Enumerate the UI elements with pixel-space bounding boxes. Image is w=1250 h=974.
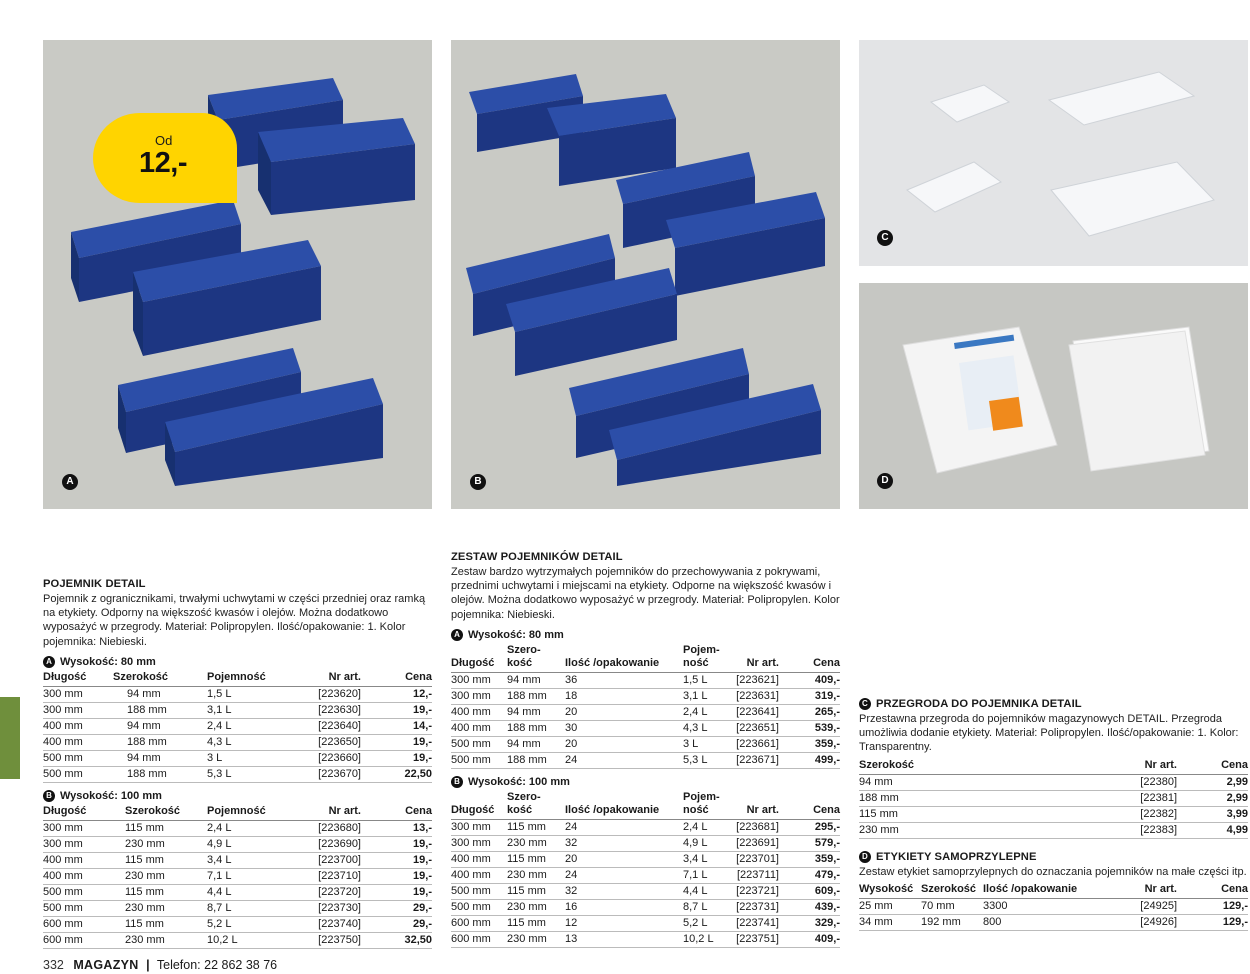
table-body	[43, 686, 432, 782]
table-cell: 19,-	[361, 750, 432, 766]
table-cell: 230 mm	[507, 867, 565, 883]
table-cell: 609,-	[779, 883, 840, 899]
table-row	[43, 734, 432, 750]
table-row	[451, 899, 840, 915]
table-cell: 3,1 L	[683, 688, 727, 704]
table-row	[43, 916, 432, 932]
table-cell: 115 mm	[125, 916, 207, 932]
table-cell: 94 mm	[507, 736, 565, 752]
table-cell: 5,3 L	[207, 766, 297, 782]
table-row	[451, 835, 840, 851]
section-a-title: POJEMNIK DETAIL	[43, 578, 146, 590]
table-cell: 24	[565, 752, 683, 768]
section-etykiety	[859, 850, 1248, 931]
section-zestaw-pojemnikow	[451, 550, 840, 948]
col-header: Cena	[361, 671, 432, 687]
table-cell: 192 mm	[921, 915, 983, 931]
table-row	[451, 931, 840, 947]
table-cell: [223640]	[297, 718, 361, 734]
table-cell: 4,99	[1177, 822, 1248, 838]
table-cell: 188 mm	[507, 720, 565, 736]
table-cell: 600 mm	[451, 915, 507, 931]
table-cell: [223721]	[727, 883, 779, 899]
table-body	[451, 819, 840, 947]
table-row	[43, 836, 432, 852]
table-cell: 499,-	[779, 752, 840, 768]
table-cell: 24	[565, 867, 683, 883]
table-row	[451, 704, 840, 720]
section-c-table	[859, 759, 1248, 839]
table-cell: 300 mm	[43, 820, 125, 836]
table-row	[859, 899, 1248, 915]
col-header: Długość	[43, 671, 113, 687]
table-cell: 24	[565, 819, 683, 835]
col-header: Szero- kość	[507, 791, 565, 820]
table-cell: 4,3 L	[207, 734, 297, 750]
table-cell: 18	[565, 688, 683, 704]
table-cell: 20	[565, 704, 683, 720]
table-cell: 300 mm	[43, 686, 113, 702]
marker-d: D	[877, 473, 893, 489]
table-row	[451, 672, 840, 688]
col-header: Ilość /opakowanie	[983, 883, 1117, 899]
table-cell: 230 mm	[507, 835, 565, 851]
table-cell: 500 mm	[43, 900, 125, 916]
table-cell: 4,4 L	[683, 883, 727, 899]
table-cell: 32	[565, 883, 683, 899]
footer-brand: MAGAZYN	[73, 958, 139, 972]
table-cell: 3 L	[207, 750, 297, 766]
table-cell: 2,4 L	[683, 704, 727, 720]
table-cell: 319,-	[779, 688, 840, 704]
table-cell: 20	[565, 736, 683, 752]
table-cell: [22381]	[1039, 790, 1177, 806]
table-cell: 409,-	[779, 672, 840, 688]
table-cell: 22,50	[361, 766, 432, 782]
table-cell: 230 mm	[125, 932, 207, 948]
table-cell: 230 mm	[859, 822, 1039, 838]
col-header: Pojem- ność	[683, 791, 727, 820]
col-header: Pojemność	[207, 671, 297, 687]
table-cell: [223751]	[727, 931, 779, 947]
product-photo-c	[859, 40, 1248, 266]
table-cell: 439,-	[779, 899, 840, 915]
table-cell: [223630]	[297, 702, 361, 718]
table-cell: 10,2 L	[683, 931, 727, 947]
table-body	[859, 899, 1248, 931]
table-row	[859, 822, 1248, 838]
section-c-description: Przestawna przegroda do pojemników magazynowych DETAIL. Przegroda umożliwia dodanie etykiety. Materiał: Polipropylen. Ilość/opakowanie: 1. Kolor: Transparentny.	[859, 713, 1239, 754]
table-cell: [223731]	[727, 899, 779, 915]
table-cell: 94 mm	[507, 704, 565, 720]
table-cell: 295,-	[779, 819, 840, 835]
labels-image	[859, 283, 1248, 509]
table-cell: 7,1 L	[683, 867, 727, 883]
table-cell: [22382]	[1039, 806, 1177, 822]
table-cell: 94 mm	[113, 750, 207, 766]
table-cell: [223621]	[727, 672, 779, 688]
table-cell: 36	[565, 672, 683, 688]
footer-phone: Telefon: 22 862 38 76	[156, 958, 278, 972]
table-cell: [223700]	[297, 852, 361, 868]
col-header: Nr art.	[727, 644, 779, 673]
table-cell: 500 mm	[451, 899, 507, 915]
table-row	[43, 702, 432, 718]
table-cell: [223741]	[727, 915, 779, 931]
table-cell: 94 mm	[113, 686, 207, 702]
blue-bins-image	[43, 40, 432, 509]
table-cell: 400 mm	[451, 851, 507, 867]
table-row	[451, 851, 840, 867]
col-header: Długość	[43, 805, 125, 821]
table-body	[43, 820, 432, 948]
badge-from: Od	[155, 133, 173, 148]
table-row	[859, 915, 1248, 931]
table-row	[43, 820, 432, 836]
table-cell: 2,4 L	[207, 820, 297, 836]
table-cell: 500 mm	[43, 766, 113, 782]
table-cell: 14,-	[361, 718, 432, 734]
marker-b-inline: B	[451, 776, 463, 788]
col-header: Nr art.	[1039, 759, 1177, 775]
col-header: Szerokość	[921, 883, 983, 899]
section-przegroda	[859, 697, 1248, 839]
table-cell: 539,-	[779, 720, 840, 736]
table-cell: 359,-	[779, 851, 840, 867]
section-b-title: ZESTAW POJEMNIKÓW DETAIL	[451, 551, 623, 563]
col-header: Szerokość	[859, 759, 1039, 775]
table-cell: 300 mm	[451, 672, 507, 688]
table-cell: 19,-	[361, 734, 432, 750]
table-cell: 230 mm	[125, 836, 207, 852]
table-row	[451, 915, 840, 931]
table-cell: 29,-	[361, 916, 432, 932]
table-cell: 359,-	[779, 736, 840, 752]
table-cell: [223690]	[297, 836, 361, 852]
page-footer	[43, 958, 277, 972]
section-pojemnik-detail	[43, 577, 432, 949]
table-row	[43, 868, 432, 884]
table-cell: 16	[565, 899, 683, 915]
table-cell: 34 mm	[859, 915, 921, 931]
table-cell: 115 mm	[507, 915, 565, 931]
table-cell: 129,-	[1177, 915, 1248, 931]
table-cell: 12,-	[361, 686, 432, 702]
table-cell: 300 mm	[451, 819, 507, 835]
table-row	[451, 752, 840, 768]
marker-d-inline: D	[859, 851, 871, 863]
table-cell: 2,99	[1177, 774, 1248, 790]
table-cell: 300 mm	[43, 836, 125, 852]
table-cell: 115 mm	[507, 883, 565, 899]
col-header: Szero- kość	[507, 644, 565, 673]
table-row	[859, 806, 1248, 822]
section-b-table1	[451, 644, 840, 769]
table-cell: 70 mm	[921, 899, 983, 915]
table-cell: [223681]	[727, 819, 779, 835]
table-cell: 115 mm	[125, 884, 207, 900]
table-cell: [24925]	[1117, 899, 1177, 915]
table-cell: [223730]	[297, 900, 361, 916]
table-row	[451, 883, 840, 899]
section-d-title: D ETYKIETY SAMOPRZYLEPNE	[859, 850, 1248, 864]
table-cell: 4,4 L	[207, 884, 297, 900]
table-cell: 20	[565, 851, 683, 867]
table-cell: 600 mm	[451, 931, 507, 947]
table-cell: 25 mm	[859, 899, 921, 915]
table-row	[451, 736, 840, 752]
table-cell: 8,7 L	[207, 900, 297, 916]
table-cell: 3300	[983, 899, 1117, 915]
table-cell: [223620]	[297, 686, 361, 702]
table-cell: 400 mm	[43, 718, 113, 734]
col-header: Długość	[451, 644, 507, 673]
table-row	[43, 750, 432, 766]
table-row	[43, 852, 432, 868]
table-cell: 115 mm	[507, 819, 565, 835]
table-cell: 230 mm	[507, 899, 565, 915]
table-cell: 500 mm	[43, 750, 113, 766]
table-cell: 115 mm	[507, 851, 565, 867]
col-header: Nr art.	[1117, 883, 1177, 899]
table-cell: [223711]	[727, 867, 779, 883]
table-cell: 1,5 L	[207, 686, 297, 702]
section-c-title: C PRZEGRODA DO POJEMNIKA DETAIL	[859, 697, 1248, 711]
table-cell: 188 mm	[507, 688, 565, 704]
table-cell: 400 mm	[43, 852, 125, 868]
table-row	[43, 900, 432, 916]
table-cell: 5,3 L	[683, 752, 727, 768]
table-cell: 32,50	[361, 932, 432, 948]
table-row	[451, 688, 840, 704]
table-row	[43, 766, 432, 782]
col-header: Ilość /opakowanie	[565, 791, 683, 820]
marker-c: C	[877, 230, 893, 246]
col-header: Cena	[1177, 883, 1248, 899]
table-row	[859, 774, 1248, 790]
section-d-description: Zestaw etykiet samoprzylepnych do oznaczania pojemników na małe części itp.	[859, 866, 1247, 878]
table-cell: [223691]	[727, 835, 779, 851]
table-cell: 3,99	[1177, 806, 1248, 822]
section-a-table2-heading: B Wysokość: 100 mm	[43, 789, 432, 803]
table-cell: 13	[565, 931, 683, 947]
col-header: Cena	[779, 791, 840, 820]
section-b-table2	[451, 791, 840, 948]
table-cell: 3,1 L	[207, 702, 297, 718]
table-cell: 230 mm	[507, 931, 565, 947]
table-cell: 500 mm	[451, 736, 507, 752]
col-header: Nr art.	[297, 671, 361, 687]
product-photo-b	[451, 40, 840, 509]
table-body	[859, 774, 1248, 838]
table-cell: 300 mm	[451, 835, 507, 851]
table-cell: 5,2 L	[207, 916, 297, 932]
col-header: Cena	[779, 644, 840, 673]
section-b-table1-heading: A Wysokość: 80 mm	[451, 628, 840, 642]
table-cell: 13,-	[361, 820, 432, 836]
table-cell: 188 mm	[507, 752, 565, 768]
dividers-image	[859, 40, 1248, 266]
table-cell: 115 mm	[125, 820, 207, 836]
table-row	[859, 790, 1248, 806]
table-cell: 5,2 L	[683, 915, 727, 931]
section-a-description: Pojemnik z ogranicznikami, trwałymi uchwytami w części przedniej oraz ramką na etykiety. Odporny na większość kwasów i olejów. Można dodatkowo wyposażyć w przegrody. Materiał: Polipropylen. Ilość/opakowanie: 1. Kolor pojemnika: Niebieski.	[43, 593, 426, 648]
marker-a: A	[62, 474, 78, 490]
table-cell: [223701]	[727, 851, 779, 867]
table-cell: 400 mm	[451, 867, 507, 883]
table-cell: 400 mm	[451, 720, 507, 736]
section-b-description: Zestaw bardzo wytrzymałych pojemników do przechowywania z pokrywami, przednimi uchwytami i miejscami na etykiety. Odporne na większość kwasów i olejów. Można dodatkowo wyposażyć w przegrody. Materiał: Polipropylen. Kolor pojemnika: Niebieski.	[451, 566, 840, 621]
table-cell: 329,-	[779, 915, 840, 931]
table-cell: 188 mm	[113, 734, 207, 750]
table-cell: [223720]	[297, 884, 361, 900]
table-cell: 94 mm	[859, 774, 1039, 790]
table-cell: 2,99	[1177, 790, 1248, 806]
table-cell: 30	[565, 720, 683, 736]
table-cell: 409,-	[779, 931, 840, 947]
table-cell: 4,9 L	[207, 836, 297, 852]
table-cell: 400 mm	[43, 734, 113, 750]
table-cell: 19,-	[361, 884, 432, 900]
table-cell: 7,1 L	[207, 868, 297, 884]
section-b-table2-heading: B Wysokość: 100 mm	[451, 775, 840, 789]
table-cell: 3 L	[683, 736, 727, 752]
table-cell: 230 mm	[125, 900, 207, 916]
table-cell: 3,4 L	[207, 852, 297, 868]
table-row	[451, 720, 840, 736]
table-row	[43, 932, 432, 948]
table-cell: 579,-	[779, 835, 840, 851]
table-cell: 94 mm	[113, 718, 207, 734]
table-cell: 2,4 L	[207, 718, 297, 734]
table-cell: 10,2 L	[207, 932, 297, 948]
col-header: Wysokość	[859, 883, 921, 899]
table-cell: 800	[983, 915, 1117, 931]
col-header: Cena	[1177, 759, 1248, 775]
table-row	[451, 867, 840, 883]
section-a-table1-heading: A Wysokość: 80 mm	[43, 655, 432, 669]
col-header: Pojem- ność	[683, 644, 727, 673]
table-cell: 19,-	[361, 868, 432, 884]
table-cell: 4,3 L	[683, 720, 727, 736]
table-cell: [223631]	[727, 688, 779, 704]
col-header: Nr art.	[727, 791, 779, 820]
table-cell: 188 mm	[859, 790, 1039, 806]
marker-b: B	[470, 474, 486, 490]
table-cell: 265,-	[779, 704, 840, 720]
table-cell: 300 mm	[43, 702, 113, 718]
table-body	[451, 672, 840, 768]
table-cell: [22380]	[1039, 774, 1177, 790]
table-cell: 188 mm	[113, 766, 207, 782]
table-cell: 29,-	[361, 900, 432, 916]
table-cell: [223660]	[297, 750, 361, 766]
table-cell: 400 mm	[43, 868, 125, 884]
table-cell: 500 mm	[43, 884, 125, 900]
table-cell: [223650]	[297, 734, 361, 750]
table-cell: 3,4 L	[683, 851, 727, 867]
table-cell: [223710]	[297, 868, 361, 884]
table-cell: 19,-	[361, 836, 432, 852]
table-cell: [223670]	[297, 766, 361, 782]
col-header: Ilość /opakowanie	[565, 644, 683, 673]
section-tab	[0, 697, 20, 779]
table-row	[43, 686, 432, 702]
table-cell: 8,7 L	[683, 899, 727, 915]
table-cell: [24926]	[1117, 915, 1177, 931]
badge-price: 12,-	[139, 147, 187, 179]
col-header: Szerokość	[125, 805, 207, 821]
table-cell: 500 mm	[451, 883, 507, 899]
product-photo-a	[43, 40, 432, 509]
marker-c-inline: C	[859, 698, 871, 710]
section-a-table1	[43, 671, 432, 783]
table-cell: 600 mm	[43, 916, 125, 932]
table-row	[451, 819, 840, 835]
footer-separator: |	[146, 958, 150, 972]
col-header: Szerokość	[113, 671, 207, 687]
section-d-table	[859, 883, 1248, 931]
table-cell: 400 mm	[451, 704, 507, 720]
table-cell: 600 mm	[43, 932, 125, 948]
table-cell: 94 mm	[507, 672, 565, 688]
table-cell: 19,-	[361, 702, 432, 718]
table-cell: 115 mm	[859, 806, 1039, 822]
table-cell: 500 mm	[451, 752, 507, 768]
table-cell: 2,4 L	[683, 819, 727, 835]
table-cell: 230 mm	[125, 868, 207, 884]
table-cell: [223641]	[727, 704, 779, 720]
table-cell: [223661]	[727, 736, 779, 752]
page-number: 332	[43, 958, 64, 972]
product-photo-d	[859, 283, 1248, 509]
table-row	[43, 884, 432, 900]
marker-a-inline: A	[451, 629, 463, 641]
blue-bin-set-image	[451, 40, 840, 509]
table-cell: 1,5 L	[683, 672, 727, 688]
table-cell: [223651]	[727, 720, 779, 736]
marker-a-inline: A	[43, 656, 55, 668]
marker-b-inline: B	[43, 790, 55, 802]
table-cell: 12	[565, 915, 683, 931]
table-cell: [223740]	[297, 916, 361, 932]
table-cell: 115 mm	[125, 852, 207, 868]
table-cell: [223671]	[727, 752, 779, 768]
table-cell: 19,-	[361, 852, 432, 868]
table-cell: [223750]	[297, 932, 361, 948]
table-cell: 129,-	[1177, 899, 1248, 915]
table-cell: 479,-	[779, 867, 840, 883]
price-badge	[93, 113, 237, 203]
col-header: Nr art.	[297, 805, 361, 821]
table-cell: 188 mm	[113, 702, 207, 718]
col-header: Długość	[451, 791, 507, 820]
table-row	[43, 718, 432, 734]
table-cell: [22383]	[1039, 822, 1177, 838]
table-cell: [223680]	[297, 820, 361, 836]
table-cell: 32	[565, 835, 683, 851]
table-cell: 4,9 L	[683, 835, 727, 851]
col-header: Cena	[361, 805, 432, 821]
col-header: Pojemność	[207, 805, 297, 821]
section-a-table2	[43, 805, 432, 949]
table-cell: 300 mm	[451, 688, 507, 704]
